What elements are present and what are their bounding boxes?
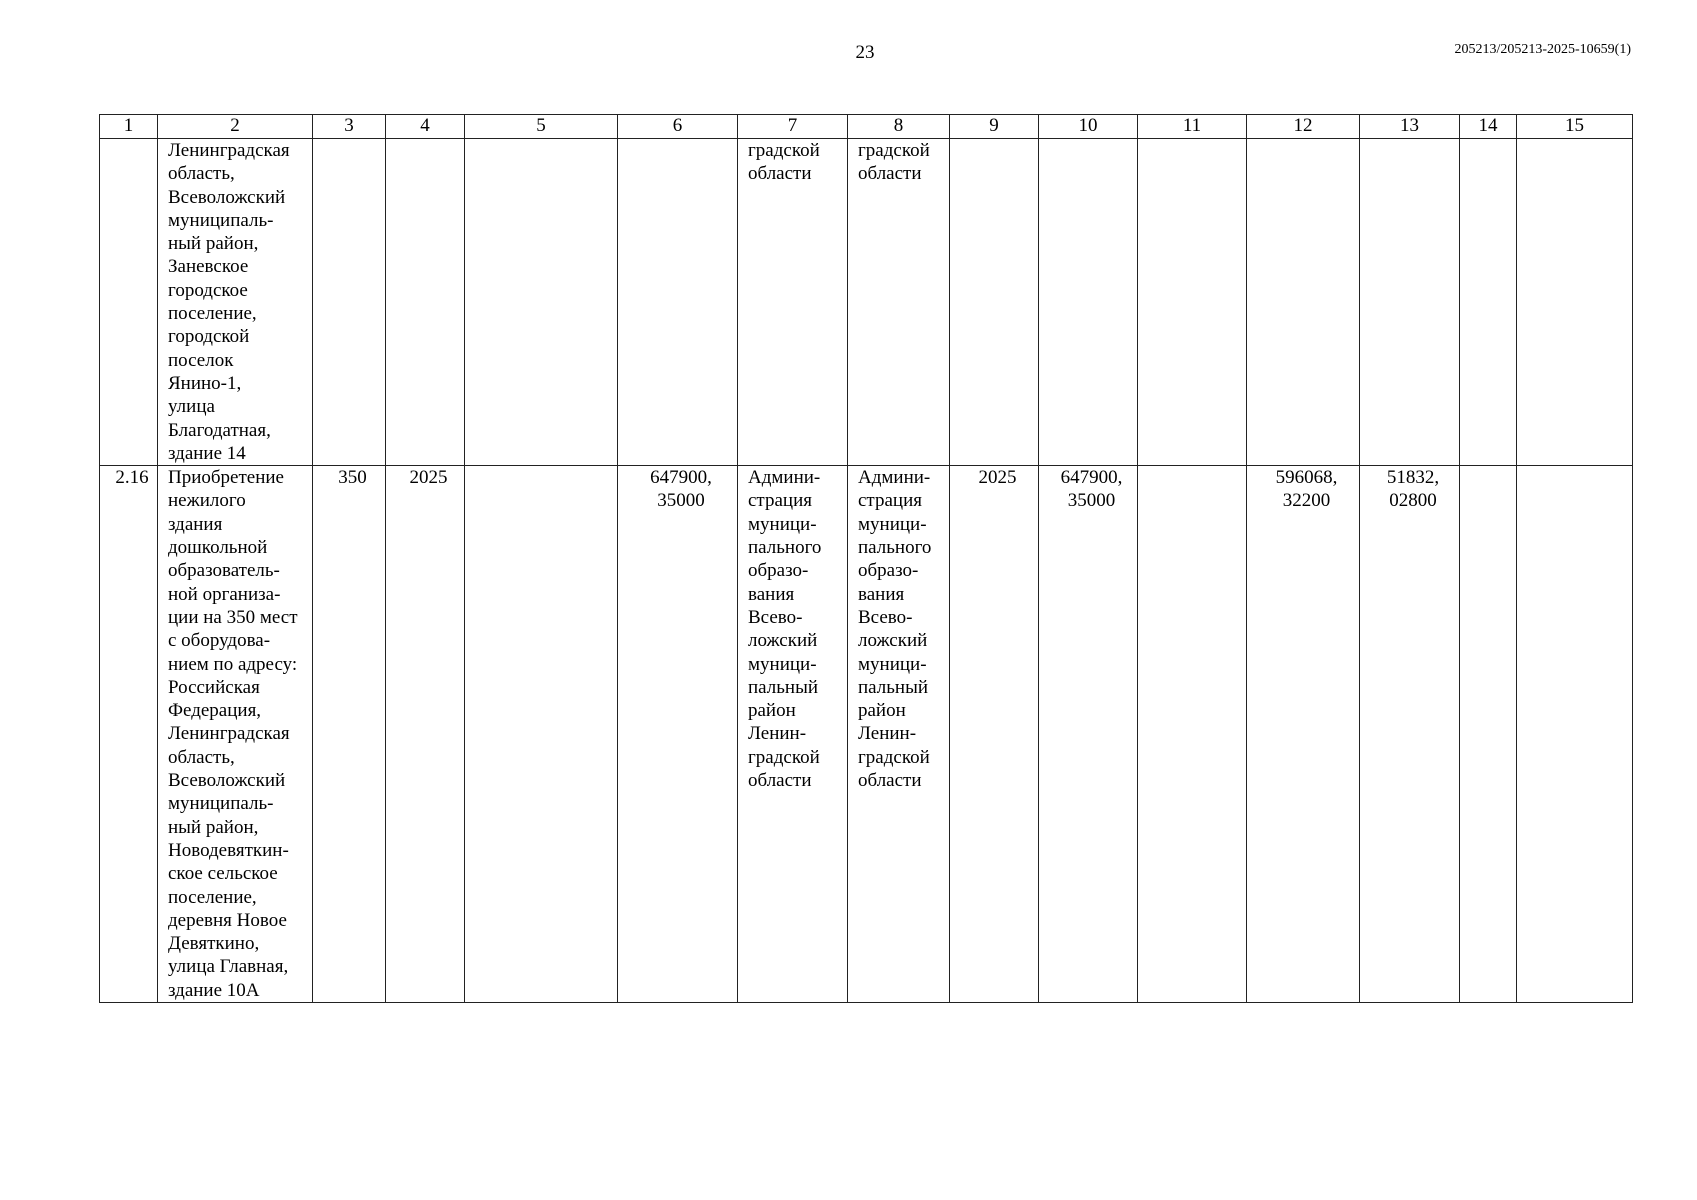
table-cell: Ленинградская область, Всеволожский муниципаль- ный район, Заневское городское поселение, городской поселок Янино-1, улица Благодатная, здание 14	[158, 139, 313, 466]
table-cell: 350	[313, 466, 386, 1003]
table-cell	[386, 139, 465, 466]
table-row	[100, 466, 1633, 1003]
table-cell: 2025	[950, 466, 1039, 1003]
table-cell: 2025	[386, 466, 465, 1003]
table-cell: Приобретение нежилого здания дошкольной образователь- ной организа- ции на 350 мест с оборудова- нием по адресу: Российская Федерация, Ленинградская область, Всеволожский муниципаль- ный район, Новодевяткин- ское сельское поселение, деревня Новое Девяткино, улица Главная, здание 10А	[158, 466, 313, 1003]
table-cell: 596068, 32200	[1247, 466, 1360, 1003]
column-header: 10	[1039, 115, 1138, 139]
column-header: 15	[1517, 115, 1633, 139]
table-cell	[465, 139, 618, 466]
column-header: 13	[1360, 115, 1460, 139]
table-cell	[465, 466, 618, 1003]
column-header: 9	[950, 115, 1039, 139]
page-number: 23	[855, 42, 875, 63]
table-cell	[1460, 466, 1517, 1003]
document-id: 205213/205213-2025-10659(1)	[1454, 42, 1631, 57]
column-header: 4	[386, 115, 465, 139]
table-cell	[313, 139, 386, 466]
table-cell	[1247, 139, 1360, 466]
table-cell	[950, 139, 1039, 466]
table-cell: Админи- страция муници- пального образо- вания Всево- ложский муници- пальный район Ленин- градской области	[848, 466, 950, 1003]
table-row	[100, 139, 1633, 466]
table-header-row	[100, 115, 1633, 139]
column-header: 11	[1138, 115, 1247, 139]
column-header: 1	[100, 115, 158, 139]
table-cell	[1460, 139, 1517, 466]
column-header: 3	[313, 115, 386, 139]
table-cell: Админи- страция муници- пального образо- вания Всево- ложский муници- пальный район Ленин- градской области	[738, 466, 848, 1003]
column-header: 6	[618, 115, 738, 139]
column-header: 7	[738, 115, 848, 139]
table-cell	[100, 139, 158, 466]
table-cell	[618, 139, 738, 466]
table-cell	[1138, 139, 1247, 466]
table-cell	[1039, 139, 1138, 466]
column-header: 5	[465, 115, 618, 139]
table-cell: 51832, 02800	[1360, 466, 1460, 1003]
table-cell	[1517, 139, 1633, 466]
table-cell	[1517, 466, 1633, 1003]
column-header: 12	[1247, 115, 1360, 139]
table-cell: градской области	[738, 139, 848, 466]
table-cell: 647900, 35000	[1039, 466, 1138, 1003]
table-cell: градской области	[848, 139, 950, 466]
table-cell	[1138, 466, 1247, 1003]
data-table	[99, 114, 1633, 1003]
row-number-cell: 2.16	[100, 466, 158, 1003]
column-header: 8	[848, 115, 950, 139]
table-cell: 647900, 35000	[618, 466, 738, 1003]
table-cell	[1360, 139, 1460, 466]
column-header: 14	[1460, 115, 1517, 139]
column-header: 2	[158, 115, 313, 139]
